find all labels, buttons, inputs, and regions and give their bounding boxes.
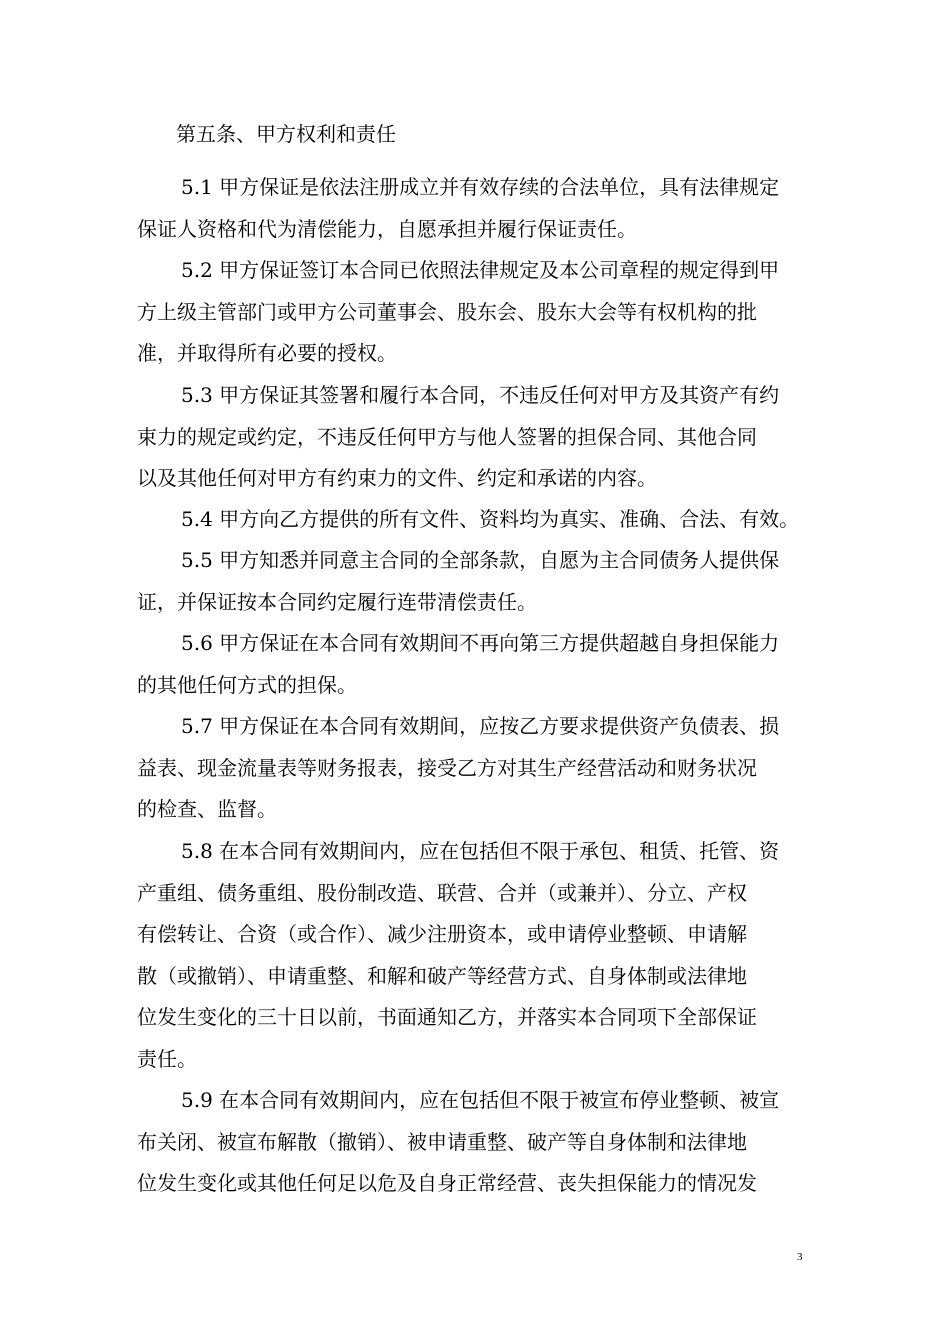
clause-line: 5.1 甲方保证是依法注册成立并有效存续的合法单位，具有法律规定 — [181, 175, 780, 199]
clause-line: 证，并保证按本合同约定履行连带清偿责任。 — [137, 589, 537, 614]
clause-line: 的其他任何方式的担保。 — [137, 672, 357, 697]
clause-line: 以及其他任何对甲方有约束力的文件、约定和承诺的内容。 — [137, 466, 657, 490]
clause-5-4 — [137, 499, 837, 541]
clause-line: 5.6 甲方保证在本合同有效期间不再向第三方提供超越自身担保能力 — [181, 631, 780, 655]
clause-5-7 — [137, 706, 837, 831]
clause-5-6 — [137, 623, 837, 706]
clause-line: 5.3 甲方保证其签署和履行本合同，不违反任何对甲方及其资产有约 — [181, 383, 780, 407]
clause-line: 5.5 甲方知悉并同意主合同的全部条款，自愿为主合同债务人提供保 — [181, 548, 780, 572]
page-number: 3 — [797, 1251, 803, 1263]
clause-5-1 — [137, 167, 837, 250]
clause-line: 的检查、监督。 — [137, 797, 277, 821]
clause-line: 产重组、债务重组、股份制改造、联营、合并（或兼并）、分立、产权 — [137, 880, 747, 905]
clause-line: 5.4 甲方向乙方提供的所有文件、资料均为真实、准确、合法、有效。 — [181, 507, 800, 531]
clause-5-9 — [137, 1080, 837, 1205]
clause-line: 准，并取得所有必要的授权。 — [137, 341, 397, 365]
section-heading: 第五条、甲方权利和责任 — [176, 122, 396, 146]
clause-line: 5.9 在本合同有效期间内，应在包括但不限于被宣布停业整顿、被宣 — [181, 1088, 780, 1112]
clause-line: 责任。 — [137, 1046, 197, 1071]
clause-5-2 — [137, 250, 837, 375]
clause-5-3 — [137, 375, 837, 500]
clause-line: 布关闭、被宣布解散（撤销）、被申请重整、破产等自身体制和法律地 — [137, 1129, 747, 1154]
clause-5-8 — [137, 831, 837, 1080]
clause-line: 束力的规定或约定，不违反任何甲方与他人签署的担保合同、其他合同 — [137, 424, 757, 449]
clause-line: 方上级主管部门或甲方公司董事会、股东会、股东大会等有权机构的批 — [137, 299, 757, 324]
clause-line: 散（或撤销）、申请重整、和解和破产等经营方式、自身体制或法律地 — [137, 963, 747, 988]
clause-line: 5.7 甲方保证在本合同有效期间，应按乙方要求提供资产负债表、损 — [181, 714, 780, 738]
clause-line: 位发生变化或其他任何足以危及自身正常经营、丧失担保能力的情况发 — [137, 1171, 757, 1195]
clause-line: 有偿转让、合资（或合作）、减少注册资本，或申请停业整顿、申请解 — [137, 922, 747, 946]
clause-line: 5.8 在本合同有效期间内，应在包括但不限于承包、租赁、托管、资 — [181, 839, 780, 863]
clause-line: 位发生变化的三十日以前，书面通知乙方，并落实本合同项下全部保证 — [137, 1005, 757, 1029]
clause-line: 益表、现金流量表等财务报表，接受乙方对其生产经营活动和财务状况 — [137, 755, 757, 780]
clause-line: 保证人资格和代为清偿能力，自愿承担并履行保证责任。 — [137, 216, 637, 241]
clause-line: 5.2 甲方保证签订本合同已依照法律规定及本公司章程的规定得到甲 — [181, 258, 780, 282]
clause-5-5 — [137, 540, 837, 623]
